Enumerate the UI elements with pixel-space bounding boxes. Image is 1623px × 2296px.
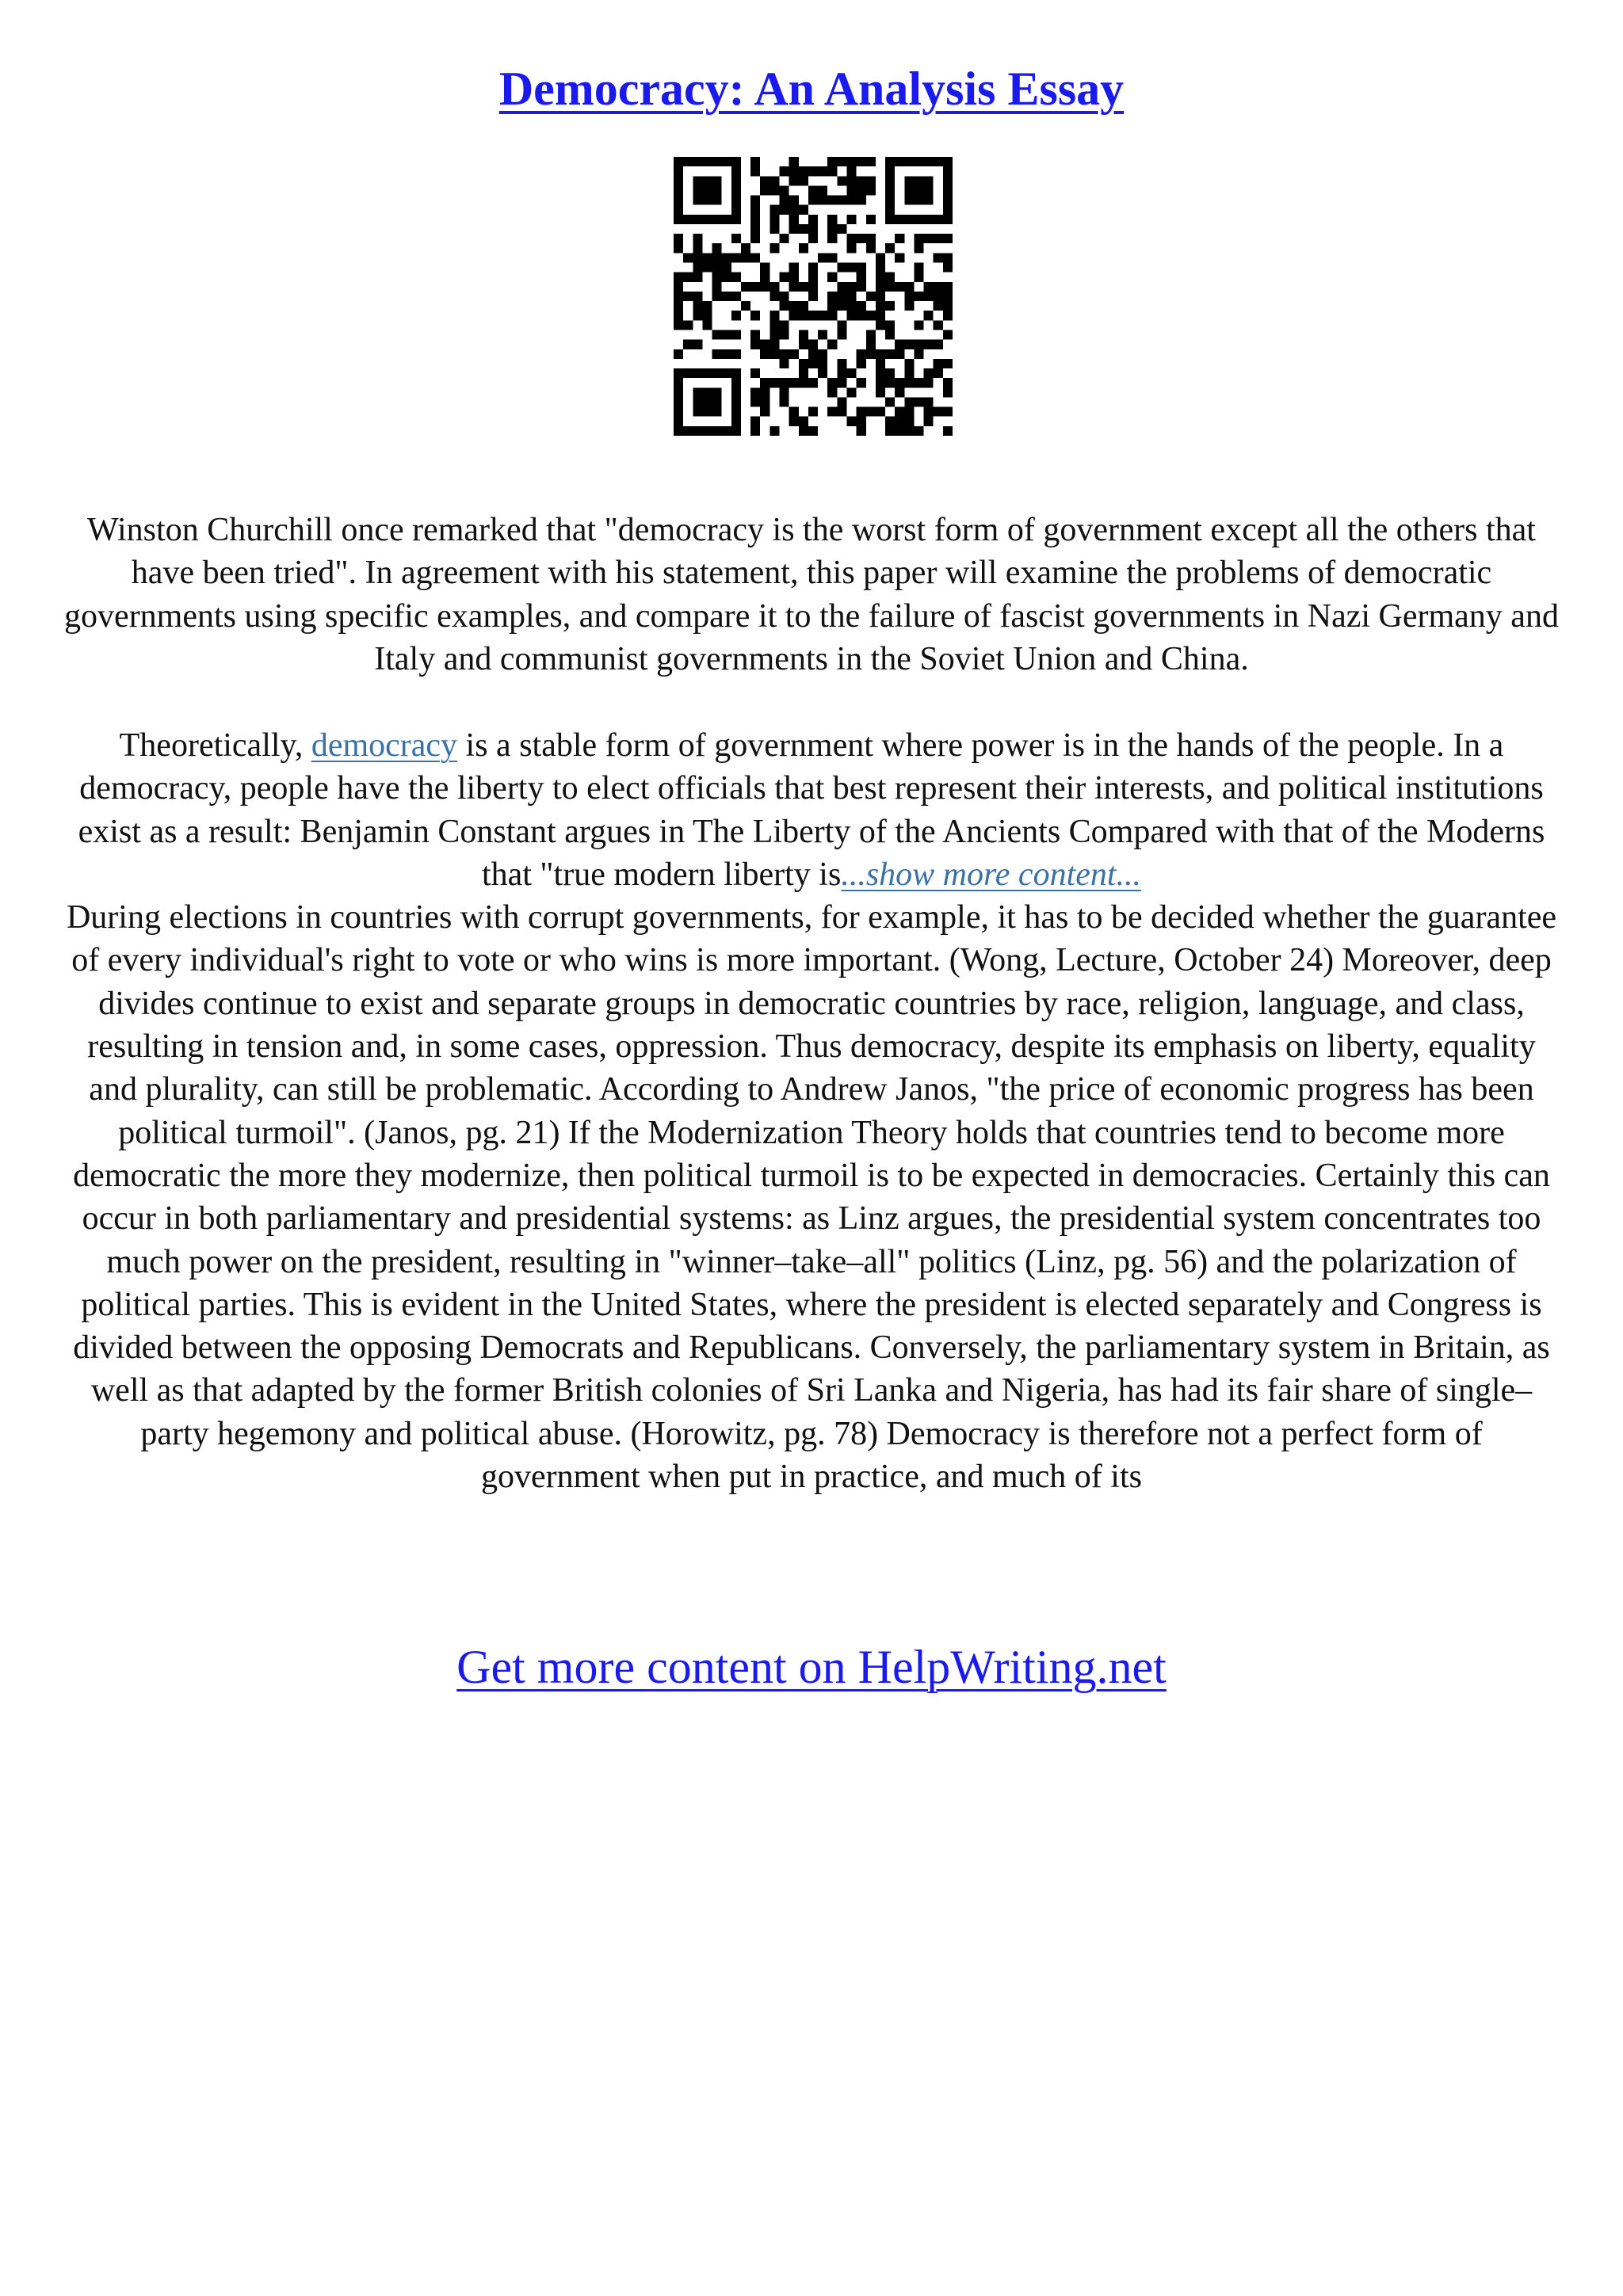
- intro-paragraph: Winston Churchill once remarked that "democracy is the worst form of government except all the others that have been tried". In agreement with his statement, this paper will examine the problems of democratic governments using specific examples, and compare it to the failure of fascist governments in Nazi Germany and Italy and communist governments in the Soviet Union and China.: [64, 512, 1559, 677]
- paragraph-text-before-link: Theoretically,: [119, 727, 311, 764]
- footer-link-container: [0, 1635, 1623, 1699]
- qr-code-icon: [674, 157, 953, 436]
- main-paragraph: [63, 724, 1560, 1498]
- page-title: [0, 57, 1623, 120]
- democracy-link[interactable]: democracy: [311, 727, 458, 764]
- get-more-content-link[interactable]: Get more content on HelpWriting.net: [456, 1641, 1167, 1693]
- title-link[interactable]: Democracy: An Analysis Essay: [498, 63, 1125, 115]
- paragraph-text-after-link: is a stable form of government where power is in the hands of the people. In a democracy, people have the liberty to elect officials that best represent their interests, and political institutions exist as a result: Benjamin Constant argues in The Liberty of the Ancients Compared with that of the Moderns that "true modern liberty is: [78, 727, 1545, 893]
- paragraph-continuation: During elections in countries with corrupt governments, for example, it has to be decided whether the guarantee of every individual's right to vote or who wins is more important. (Wong, Lecture, October 24) Moreover, deep divides continue to exist and separate groups in democratic countries by race, religion, language, and class, resulting in tension and, in some cases, oppression. Thus democracy, despite its emphasis on liberty, equality and plurality, can still be problematic. According to Andrew Janos, "the price of economic progress has been political turmoil". (Janos, pg. 21) If the Modernization Theory holds that countries tend to become more democratic the more they modernize, then political turmoil is to be expected in democracies. Certainly this can occur in both parliamentary and presidential systems: as Linz argues, the presidential system concentrates too much power on the president, resulting in "winner–take–all" politics (Linz, pg. 56) and the polarization of political parties. This is evident in the United States, where the president is elected separately and Congress is divided between the opposing Democrats and Republicans. Conversely, the parliamentary system in Britain, as well as that adapted by the former British colonies of Sri Lanka and Nigeria, has had its fair share of single–party hegemony and political abuse. (Horowitz, pg. 78) Democracy is therefore not a perfect form of government when put in practice, and much of its: [66, 899, 1557, 1496]
- show-more-link[interactable]: ...show more content...: [841, 856, 1142, 893]
